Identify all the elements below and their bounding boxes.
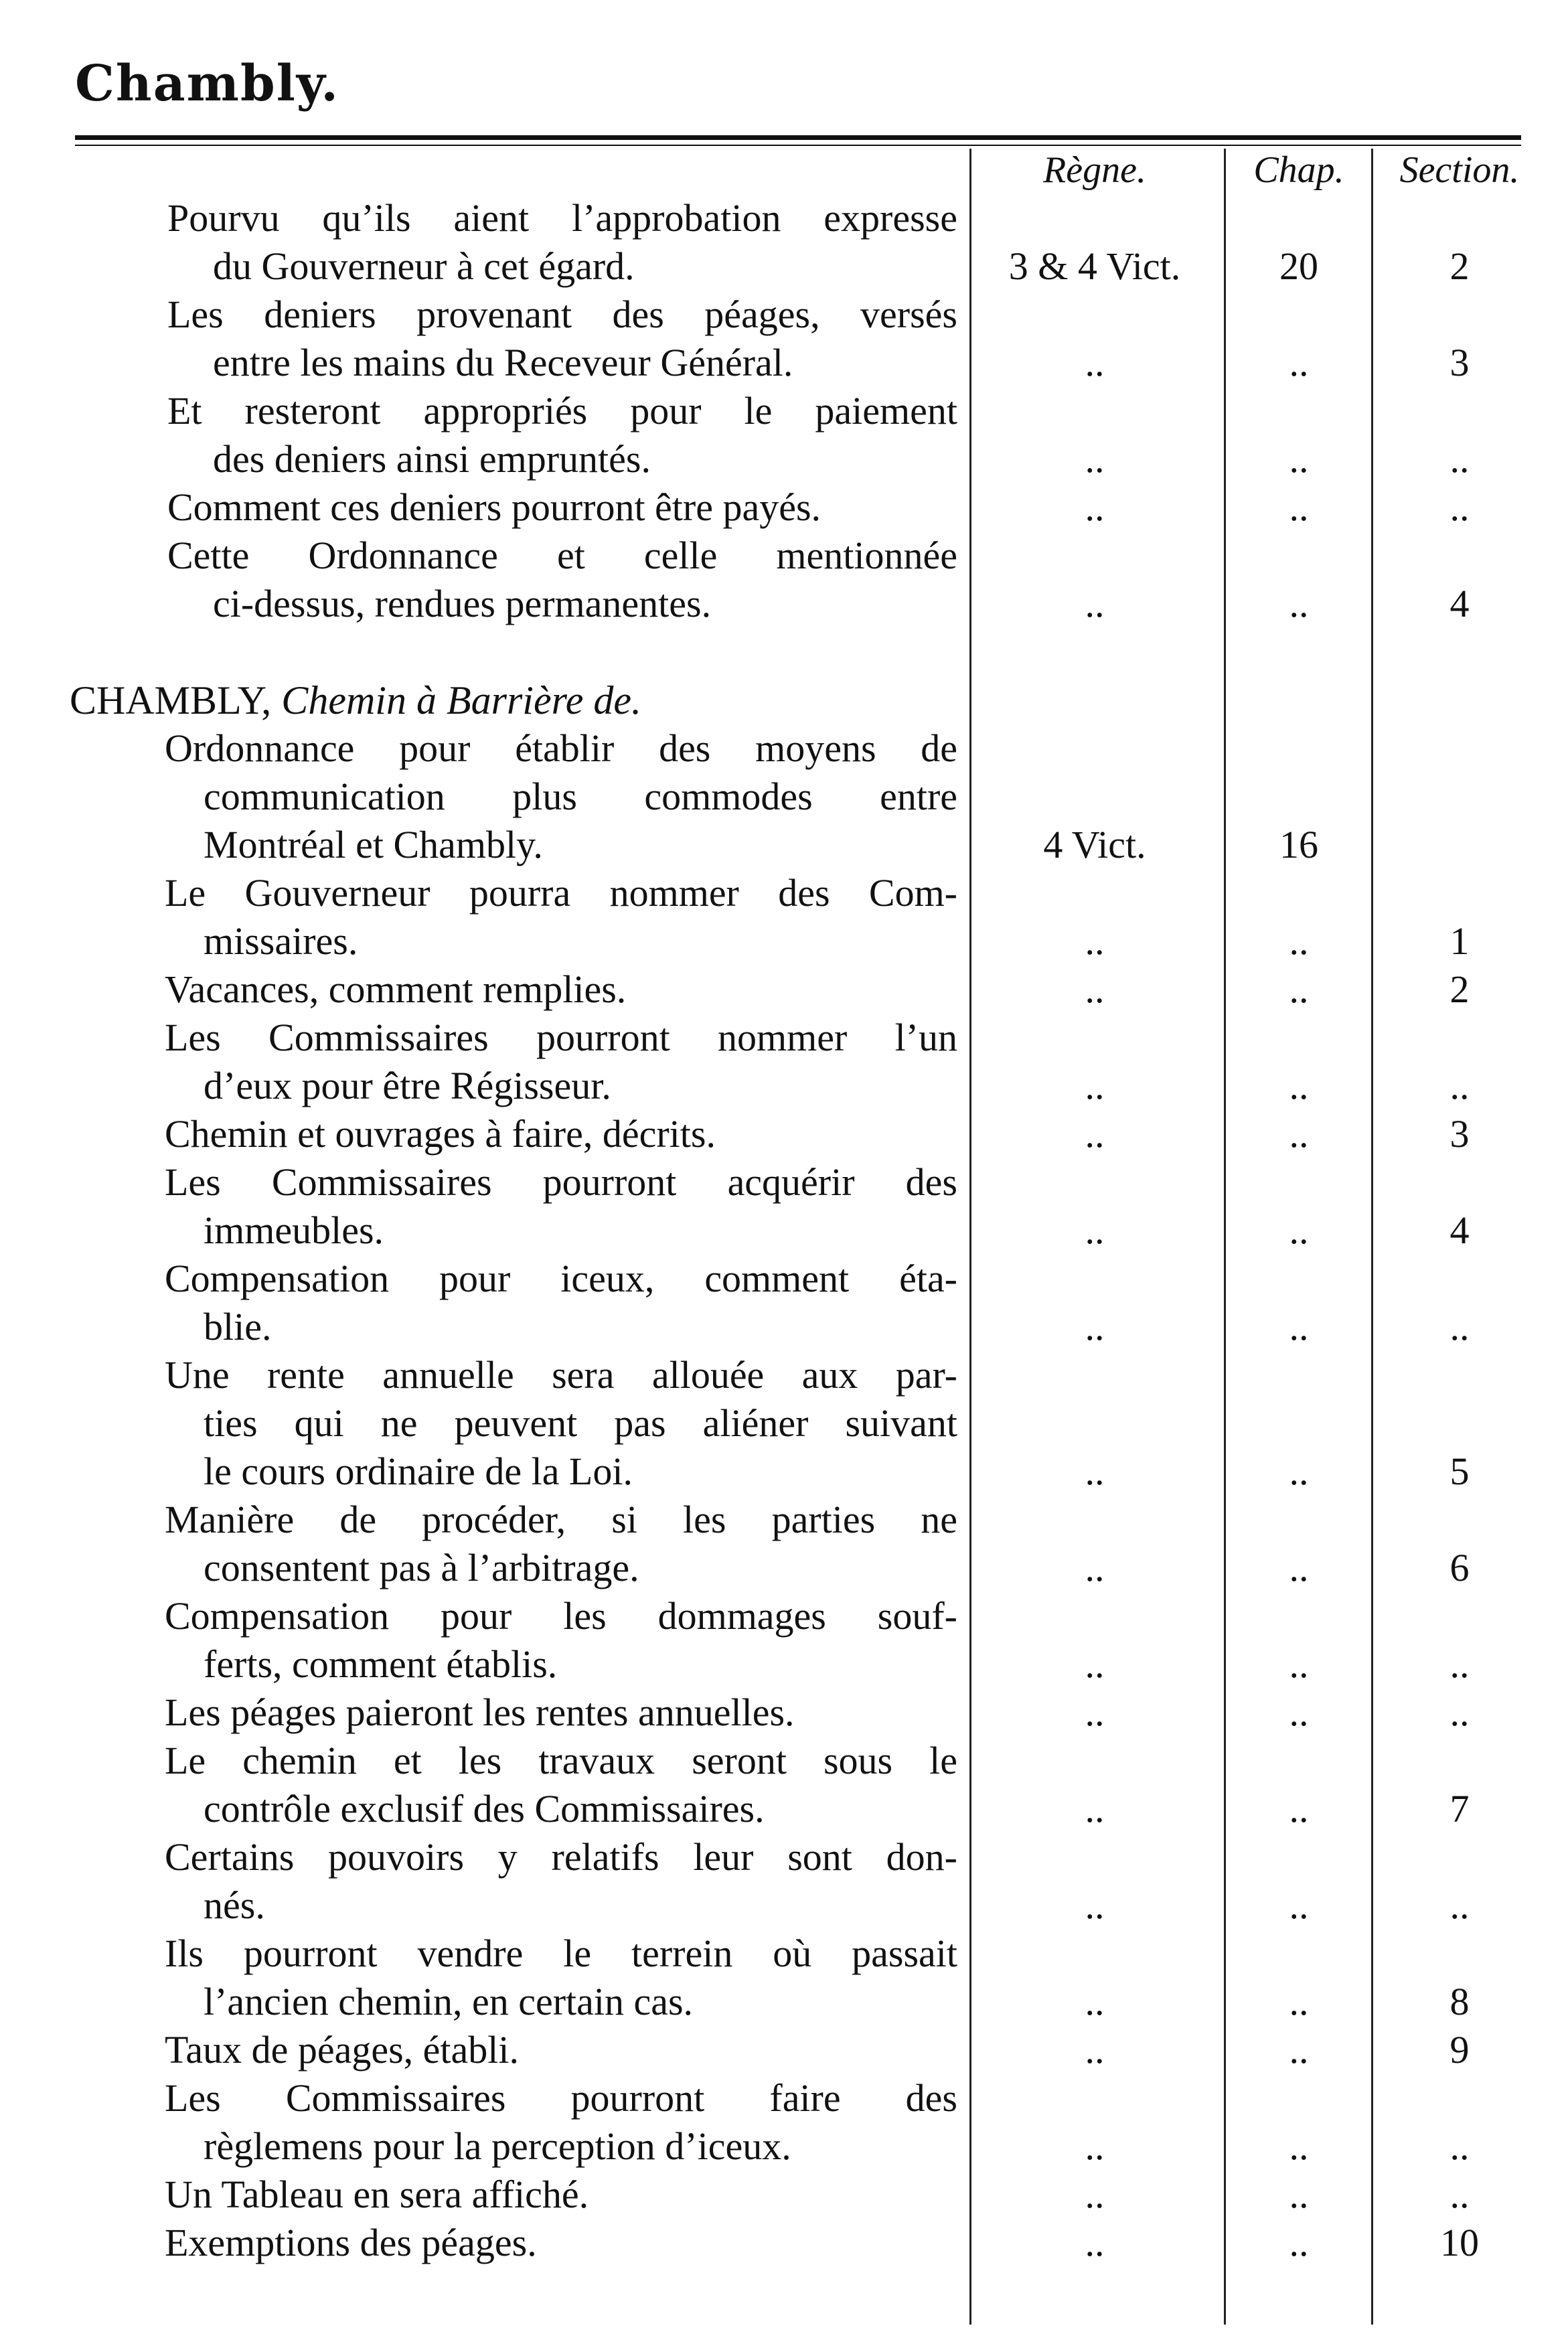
chap-cell: .. xyxy=(1289,1883,1309,1927)
section-cell: 2 xyxy=(1449,244,1470,288)
regne-cell: .. xyxy=(1085,1787,1105,1830)
chap-cell: .. xyxy=(1289,919,1309,963)
regne-cell: .. xyxy=(1085,967,1105,1011)
entry-text: Cette Ordonnance et celle mentionnée xyxy=(167,534,957,577)
index-row xyxy=(0,1785,1568,1833)
chap-cell: .. xyxy=(1289,1691,1309,1734)
index-row xyxy=(0,1833,1568,1881)
index-row xyxy=(0,1110,1568,1158)
index-row xyxy=(0,869,1568,917)
entry-text: le cours ordinaire de la Loi. xyxy=(204,1450,633,1493)
chap-cell: .. xyxy=(1289,1546,1309,1589)
section-cell: 4 xyxy=(1449,582,1470,625)
index-row xyxy=(0,2026,1568,2074)
regne-cell: .. xyxy=(1085,1546,1105,1589)
chap-cell: .. xyxy=(1289,1642,1309,1686)
regne-cell: .. xyxy=(1085,2173,1105,2216)
chap-cell: .. xyxy=(1289,1064,1309,1107)
entry-text: Un Tableau en sera affiché. xyxy=(165,2173,589,2216)
entry-text: Les Commissaires pourront faire des xyxy=(165,2076,957,2120)
section-cell: .. xyxy=(1449,1883,1470,1927)
regne-cell: .. xyxy=(1085,2028,1105,2072)
chap-cell: 16 xyxy=(1279,823,1318,866)
chap-cell: .. xyxy=(1289,485,1309,529)
chap-cell: .. xyxy=(1289,437,1309,481)
entry-text: Chemin et ouvrages à faire, décrits. xyxy=(165,1112,716,1156)
index-row xyxy=(0,1930,1568,1978)
regne-cell: .. xyxy=(1085,341,1105,384)
entry-text: contrôle exclusif des Commissaires. xyxy=(204,1787,765,1830)
section-cell: 10 xyxy=(1440,2221,1479,2264)
entry-text: ferts, comment établis. xyxy=(204,1642,558,1686)
index-row xyxy=(0,2122,1568,2171)
index-row xyxy=(0,1689,1568,1737)
entry-text: du Gouverneur à cet égard. xyxy=(213,244,635,288)
chap-cell: .. xyxy=(1289,1787,1309,1830)
entry-text: Taux de péages, établi. xyxy=(165,2028,519,2072)
index-row xyxy=(0,1399,1568,1448)
index-row xyxy=(0,194,1568,242)
entry-text: Compensation pour les dommages souf- xyxy=(165,1594,957,1638)
index-row xyxy=(0,773,1568,821)
index-row xyxy=(0,387,1568,435)
section-cell: 5 xyxy=(1449,1450,1470,1493)
chap-cell: .. xyxy=(1289,2028,1309,2072)
index-row xyxy=(0,291,1568,339)
index-row xyxy=(0,1014,1568,1062)
entry-text: consentent pas à l’arbitrage. xyxy=(204,1546,639,1589)
section-cell: 1 xyxy=(1449,919,1470,963)
section-cell: .. xyxy=(1449,1642,1470,1686)
running-head: Chambly. xyxy=(75,55,340,112)
section-cell: 2 xyxy=(1449,967,1470,1011)
index-row xyxy=(0,2219,1568,2267)
section-heading-main: CHAMBLY, xyxy=(70,678,272,722)
entry-text: règlemens pour la perception d’iceux. xyxy=(204,2124,791,2168)
section-cell: .. xyxy=(1449,1691,1470,1734)
regne-cell: .. xyxy=(1085,582,1105,625)
regne-cell: .. xyxy=(1085,1450,1105,1493)
entry-text: Vacances, comment remplies. xyxy=(165,967,627,1011)
index-row xyxy=(0,1496,1568,1544)
index-row xyxy=(0,965,1568,1014)
entry-text: Ils pourront vendre le terrein où passait xyxy=(165,1932,957,1975)
entry-text: Pourvu qu’ils aient l’approbation expresse xyxy=(167,196,957,240)
index-row xyxy=(0,1592,1568,1640)
index-row xyxy=(0,1737,1568,1785)
regne-cell: .. xyxy=(1085,1112,1105,1156)
section-cell: 3 xyxy=(1449,1112,1470,1156)
index-row xyxy=(0,724,1568,773)
chap-cell: .. xyxy=(1289,1980,1309,2023)
entry-text: Manière de procéder, si les parties ne xyxy=(165,1498,957,1541)
regne-cell: .. xyxy=(1085,1642,1105,1686)
section-cell: 7 xyxy=(1449,1787,1470,1830)
section-cell: .. xyxy=(1449,2124,1470,2168)
regne-cell: 3 & 4 Vict. xyxy=(1008,244,1181,288)
regne-cell: .. xyxy=(1085,1883,1105,1927)
entry-text: Les péages paieront les rentes annuelles. xyxy=(165,1691,795,1734)
entry-text: entre les mains du Receveur Général. xyxy=(213,341,793,384)
section-cell: .. xyxy=(1449,437,1470,481)
index-row xyxy=(0,435,1568,483)
section-cell: 4 xyxy=(1449,1208,1470,1252)
column-header-regne: Règne. xyxy=(1043,149,1146,191)
chap-cell: .. xyxy=(1289,2221,1309,2264)
entry-text: Le Gouverneur pourra nommer des Com- xyxy=(165,871,957,915)
entry-text: d’eux pour être Régisseur. xyxy=(204,1064,611,1107)
entry-text: Les Commissaires pourront nommer l’un xyxy=(165,1016,957,1059)
regne-cell: .. xyxy=(1085,1208,1105,1252)
index-row xyxy=(0,1158,1568,1206)
entry-text: communication plus commodes entre xyxy=(204,775,957,818)
chap-cell: .. xyxy=(1289,341,1309,384)
chap-cell: .. xyxy=(1289,2124,1309,2168)
regne-cell: .. xyxy=(1085,2124,1105,2168)
index-row xyxy=(0,1255,1568,1303)
section-heading-italic: Chemin à Barrière de. xyxy=(281,678,641,722)
index-row xyxy=(0,2171,1568,2219)
entry-text: Les deniers provenant des péages, versés xyxy=(167,293,957,336)
index-row xyxy=(0,1448,1568,1496)
entry-text: Le chemin et les travaux seront sous le xyxy=(165,1739,957,1782)
chap-cell: .. xyxy=(1289,1305,1309,1348)
entry-text: nés. xyxy=(204,1883,265,1927)
section-cell: .. xyxy=(1449,485,1470,529)
entry-text: immeubles. xyxy=(204,1208,384,1252)
index-row xyxy=(0,532,1568,580)
section-cell: .. xyxy=(1449,2173,1470,2216)
section-cell: 6 xyxy=(1449,1546,1470,1589)
entry-text: missaires. xyxy=(204,919,358,963)
chap-cell: .. xyxy=(1289,1450,1309,1493)
entry-text: Certains pouvoirs y relatifs leur sont don- xyxy=(165,1835,957,1879)
section-cell: 9 xyxy=(1449,2028,1470,2072)
section-cell: 8 xyxy=(1449,1980,1470,2023)
entry-text: l’ancien chemin, en certain cas. xyxy=(204,1980,694,2023)
index-row xyxy=(0,483,1568,532)
chap-cell: 20 xyxy=(1279,244,1318,288)
index-row xyxy=(0,1978,1568,2026)
entry-text: Une rente annuelle sera allouée aux par- xyxy=(165,1353,957,1397)
index-row xyxy=(0,1206,1568,1255)
index-row xyxy=(0,1351,1568,1399)
regne-cell: .. xyxy=(1085,485,1105,529)
chap-cell: .. xyxy=(1289,2173,1309,2216)
entry-text: Compensation pour iceux, comment éta- xyxy=(165,1257,957,1300)
index-row xyxy=(0,580,1568,628)
regne-cell: .. xyxy=(1085,2221,1105,2264)
entry-text: Montréal et Chambly. xyxy=(204,823,543,866)
index-row xyxy=(0,2074,1568,2122)
column-header-chap: Chap. xyxy=(1253,149,1344,191)
entry-text: Et resteront appropriés pour le paiement xyxy=(167,389,957,433)
index-row xyxy=(0,339,1568,387)
entry-text: ties qui ne peuvent pas aliéner suivant xyxy=(204,1401,957,1445)
chap-cell: .. xyxy=(1289,582,1309,625)
chap-cell: .. xyxy=(1289,967,1309,1011)
entry-text: ci-dessus, rendues permanentes. xyxy=(213,582,712,625)
section-cell: 3 xyxy=(1449,341,1470,384)
regne-cell: .. xyxy=(1085,1064,1105,1107)
regne-cell: .. xyxy=(1085,1691,1105,1734)
index-row xyxy=(0,1544,1568,1592)
index-row xyxy=(0,1640,1568,1689)
regne-cell: 4 Vict. xyxy=(1043,823,1146,866)
regne-cell: .. xyxy=(1085,919,1105,963)
regne-cell: .. xyxy=(1085,1980,1105,2023)
index-row xyxy=(0,1062,1568,1110)
index-row xyxy=(0,1881,1568,1930)
index-row xyxy=(0,917,1568,965)
entry-text: des deniers ainsi empruntés. xyxy=(213,437,651,481)
entry-text: blie. xyxy=(204,1305,272,1348)
chap-cell: .. xyxy=(1289,1112,1309,1156)
index-row xyxy=(0,821,1568,869)
index-row xyxy=(0,1303,1568,1351)
entry-text: Ordonnance pour établir des moyens de xyxy=(165,726,957,770)
column-header-section: Section. xyxy=(1399,149,1520,191)
entry-text: Comment ces deniers pourront être payés. xyxy=(167,485,821,529)
section-cell: .. xyxy=(1449,1305,1470,1348)
chap-cell: .. xyxy=(1289,1208,1309,1252)
entry-text: Les Commissaires pourront acquérir des xyxy=(165,1160,957,1204)
entry-text: Exemptions des péages. xyxy=(165,2221,537,2264)
regne-cell: .. xyxy=(1085,437,1105,481)
section-cell: .. xyxy=(1449,1064,1470,1107)
regne-cell: .. xyxy=(1085,1305,1105,1348)
index-row xyxy=(0,242,1568,291)
